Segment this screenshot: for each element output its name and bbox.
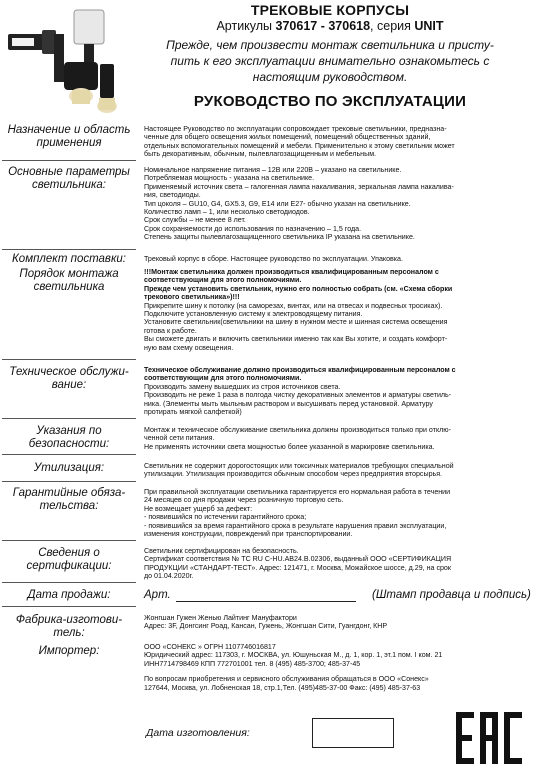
section-content: Светильник не содержит дорогостоящих или токсичных материалов требующих специальной утилизации. Утилизация производится обычным способом через предприятия вторсырья. — [144, 462, 454, 479]
divider — [2, 454, 136, 455]
manufacture-date-box — [312, 718, 394, 748]
section-label: Фабрика-изготови-тель: — [15, 614, 123, 639]
article-fill-line — [176, 601, 356, 602]
section-content: ООО «СОНЕКС » ОГРН 1107746016817 Юридический адрес: 117303, г. МОСКВА, ул. Юшуньская М., д. 1, кор. 1, эт.1 пом. I ком. 21 ИНН7714798469 КПП 772701001 тел. 8 (495) 485-3700; 485-37-45 По вопросам приобретения и сервисного обслуживания обращаться в ООО «Сонекс» 127644, Москва, ул. Лобненская 18, стр.1,Тел. (495)485-37-00 Факс: (495) 485-37-63 — [144, 643, 443, 692]
divider — [2, 481, 136, 482]
manual-title: РУКОВОДСТВО ПО ЭКСПЛУАТАЦИИ — [193, 93, 467, 110]
section-content: Техническое обслуживание должно производиться квалифицированным персоналом с соответствующим для этого полномочиями. Производить замену вышедших из строя источников света. Производить не реже 1 раза в полгода чистку декоративных элементов и арматуры светиль- ника. (Элементы мыть мыльным раствором и высушивать перед установкой. Арматуру протирать мягкой салфеткой) — [144, 366, 456, 417]
divider — [2, 249, 136, 250]
section-content: Монтаж и техническое обслуживание светильника должны производиться только при отклю- ченной сети питания. Не применять источники света мощностью более указанной в маркировке светильника. — [144, 426, 451, 451]
section-label: Импортер: — [38, 645, 100, 657]
section-label: Комплект поставки: — [12, 253, 126, 265]
section-content: Трековый корпус в сборе. Настоящее руководство по эксплуатации. Упаковка. — [144, 255, 403, 263]
section-label: Сведения о сертификации: — [26, 547, 112, 572]
section-content: Номинальное напряжение питания – 12В или 220В – указано на светильнике. Потребляемая мощность - указана на светильнике. Применяемый источник света – галогенная лампа накаливания, зеркальная лампа накалива- ния, светодиоды. Тип цоколя – GU10, G4, GX5.3, G9, E14 или E27- обычно указан на светильнике. Количество ламп – 1, или несколько светодиодов. Срок службы – не менее 8 лет. Срок сохраняемости до использования по назначению – 1,5 года. Степень защиты пылевлагозащищенного светильника IP указана на светильнике. — [144, 166, 454, 242]
intro-text: Прежде, чем произвести монтаж светильника и присту- пить к его эксплуатации внимательно ознакомьтесь с настоящим руководством. — [166, 38, 494, 84]
section-label: Утилизация: — [33, 462, 105, 474]
eac-mark-icon — [456, 712, 522, 764]
divider — [2, 582, 136, 583]
article-label: Арт. — [144, 589, 171, 601]
section-content: При правильной эксплуатации светильника гарантируется его нормальная работа в течении 24 месяцев со дня продажи через розничную торговую сеть. Не возмещает ущерб за дефект: - появившийся по истечении гарантийного срока; - появившийся за время гарантийного срока в результате нарушения правил эксплуатации, изменения конструкции, повреждений при транспортировании. — [144, 488, 451, 539]
divider — [2, 418, 136, 419]
divider — [2, 160, 136, 161]
section-content: Жонгшан Гужен Женью Лайтинг Мануфактори Адрес: 3F, Донгсинг Роад, Кансан, Гужень, Жонгшан Сити, Гуангдонг, КНР — [144, 614, 388, 631]
divider — [2, 540, 136, 541]
divider — [2, 359, 136, 360]
section-content: !!!Монтаж светильника должен производиться квалифицированным персоналом с соответствующим для этого полномочиями. Прежде чем установить светильник, нужно его полностью собрать (см. «Схема сборки трекового светильника»)!!! Прикрепите шину к потолку (на саморезах, винтах, или на отвесах и подвесных тросиках). Подключите установленную систему к электроводящему питания. Установите светильник(светильники на шину в нужном месте и шинная система освещения готова к работе. Вы сможете двигать и включить светильники именно так как Вы хотите, и создать комфорт- ную вам схему освещения. — [144, 268, 453, 352]
section-label: Назначение и область применения — [7, 124, 131, 149]
document-header — [130, 2, 530, 111]
section-label: Техническое обслужи-вание: — [9, 366, 129, 391]
manufacture-date-label: Дата изготовления: — [146, 727, 250, 739]
section-label: Гарантийные обяза-тельства: — [12, 487, 126, 512]
section-label: Указания по безопасности: — [28, 425, 110, 450]
stamp-label: (Штамп продавца и подпись) — [372, 589, 531, 601]
section-label: Порядок монтажа светильника — [19, 268, 119, 293]
section-label: Основные параметры светильника: — [8, 166, 130, 191]
article-line: Артикулы 370617 - 370618, серия UNIT — [216, 19, 444, 33]
section-content: Светильник сертифицирован на безопасность. Сертификат соответствия № ТС RU C-HU.AB24.B.02306, выданный ООО «СЕРТИФИКАЦИЯ ПРОДУКЦИИ «СТАНДАРТ-ТЕСТ». Адрес: 121471, г. Москва, Можайское шоссе, д.29, на срок до 01.04.2020г. — [144, 547, 452, 581]
divider — [2, 606, 136, 607]
doc-title: ТРЕКОВЫЕ КОРПУСЫ — [250, 2, 410, 18]
section-content: Настоящее Руководство по эксплуатации сопровождает трековые светильники, предназна- ченные для общего освещения жилых помещений, помещений общественных зданий, отдельных вспомогательных помещений и мебели. Применительно к этому светильник может быть декоративным, обычным, пылевлагозащищенным и мебельным. — [144, 125, 455, 159]
product-image — [6, 4, 124, 124]
section-label: Дата продажи: — [27, 589, 111, 601]
